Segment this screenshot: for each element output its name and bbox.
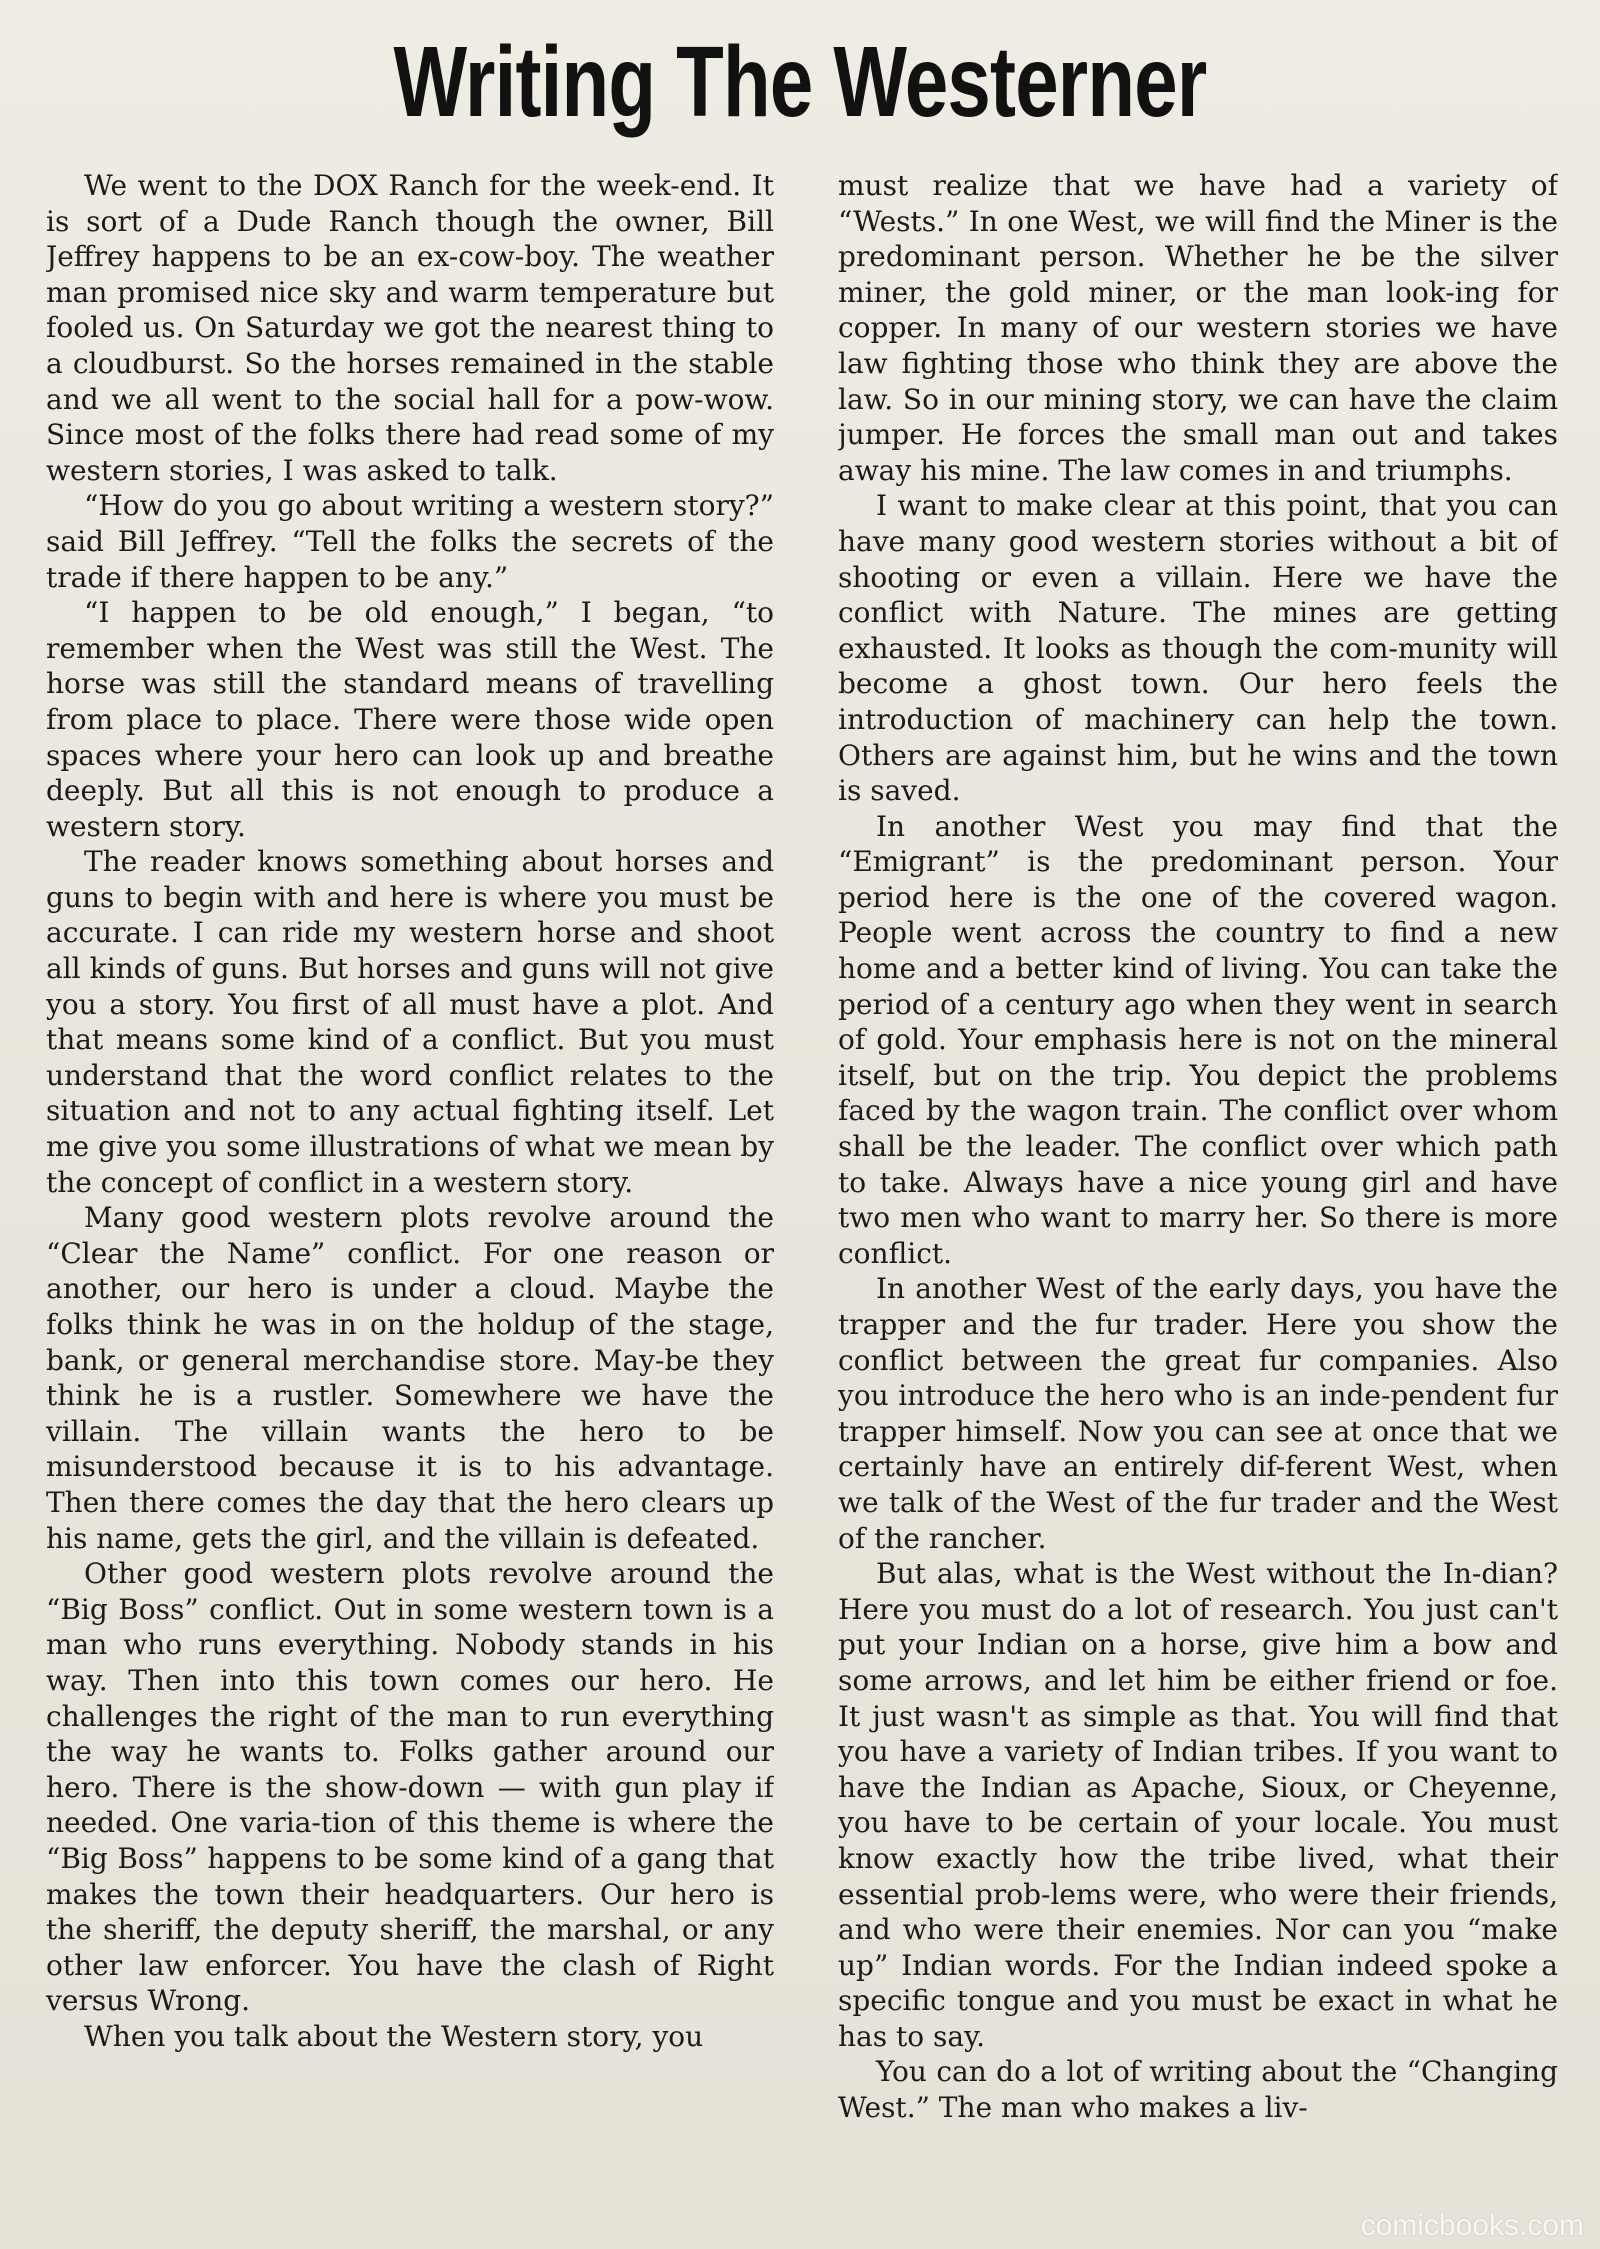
paragraph: “How do you go about writing a western story?” said Bill Jeffrey. “Tell the folks the secrets of the trade if there happen to be any.”: [46, 489, 774, 594]
paragraph: The reader knows something about horses and guns to begin with and here is where you must be accurate. I can ride my western horse and shoot all kinds of guns. But horses and guns will not give you a story. You first of all must have a plot. And that means some kind of a conflict. But you must understand that the word conflict relates to the situation and not to any actual fighting itself. Let me give you some illustrations of what we mean by the concept of conflict in a western story.: [46, 845, 774, 1199]
paragraph-continued: must realize that we have had a variety of “Wests.” In one West, we will find the Miner is the predominant person. Whether he be the silver miner, the gold miner, or the man look-ing for copper. In many of our western stories we have law fighting those who think they are above the law. So in our mining story, we can have the claim jumper. He forces the small man out and takes away his mine. The law comes in and triumphs.: [838, 169, 1558, 487]
paragraph: When you talk about the Western story, you: [84, 2019, 704, 2053]
article-title: Writing The Westerner: [393, 26, 1207, 138]
paragraph: Other good western plots revolve around the “Big Boss” conflict. Out in some western town is a man who runs everything. Nobody stands in his way. Then into this town comes our hero. He challenges the right of the man to run everything the way he wants to. Folks gather around our hero. There is the show-down — with gun play if needed. One varia-tion of this theme is where the “Big Boss” happens to be some kind of a gang that makes the town their headquarters. Our hero is the sheriff, the deputy sheriff, the marshal, or any other law enforcer. You have the clash of Right versus Wrong.: [46, 1557, 774, 2018]
paragraph: In another West you may find that the “Emigrant” is the predominant person. Your period here is the one of the covered wagon. People went across the country to find a new home and a better kind of living. You can take the period of a century ago when they went in search of gold. Your emphasis here is not on the mineral itself, but on the trip. You depict the problems faced by the wagon train. The conflict over whom shall be the leader. The conflict over which path to take. Always have a nice young girl and have two men who want to marry her. So there is more conflict.: [838, 809, 1558, 1270]
paragraph: In another West of the early days, you have the trapper and the fur trader. Here you show the conflict between the great fur companies. Also you introduce the hero who is an inde-pendent fur trapper himself. Now you can see at once that we certainly have an entirely dif-ferent West, when we talk of the West of the fur trader and the West of the rancher.: [838, 1272, 1558, 1555]
right-column: [838, 168, 1558, 2208]
paragraph: But alas, what is the West without the In-dian? Here you must do a lot of research. You just can't put your Indian on a horse, give him a bow and some arrows, and let him be either friend or foe. It just wasn't as simple as that. You will find that you have a variety of Indian tribes. If you want to have the Indian as Apache, Sioux, or Cheyenne, you have to be certain of your locale. You must know exactly how the tribe lived, what their essential prob-lems were, who were their friends, and who were their enemies. Nor can you “make up” Indian words. For the Indian indeed spoke a specific tongue and you must be exact in what he has to say.: [838, 1557, 1558, 2053]
paragraph: “I happen to be old enough,” I began, “to remember when the West was still the West. The horse was still the standard means of travelling from place to place. There were those wide open spaces where your hero can look up and breathe deeply. But all this is not enough to produce a western story.: [46, 596, 774, 843]
paragraph: We went to the DOX Ranch for the week-end. It is sort of a Dude Ranch though the owner, Bill Jeffrey happens to be an ex-cow-boy. The weather man promised nice sky and warm temperature but fooled us. On Saturday we got the nearest thing to a cloudburst. So the horses remained in the stable and we all went to the social hall for a pow-wow. Since most of the folks there had read some of my western stories, I was asked to talk.: [46, 169, 774, 487]
paragraph: I want to make clear at this point, that you can have many good western stories without a bit of shooting or even a villain. Here we have the conflict with Nature. The mines are getting exhausted. It looks as though the com-munity will become a ghost town. Our hero feels the introduction of machinery can help the town. Others are against him, but he wins and the town is saved.: [838, 489, 1558, 808]
watermark: comicbooks.com: [1360, 2209, 1584, 2242]
paragraph: Many good western plots revolve around the “Clear the Name” conflict. For one reason or another, our hero is under a cloud. Maybe the folks think he was in on the holdup of the stage, bank, or general merchandise store. May-be they think he is a rustler. Somewhere we have the villain. The villain wants the hero to be misunderstood because it is to his advantage. Then there comes the day that the hero clears up his name, gets the girl, and the villain is defeated.: [46, 1201, 774, 1555]
paragraph: You can do a lot of writing about the “Changing West.” The man who makes a liv-: [838, 2055, 1558, 2125]
left-column: [46, 168, 774, 2208]
